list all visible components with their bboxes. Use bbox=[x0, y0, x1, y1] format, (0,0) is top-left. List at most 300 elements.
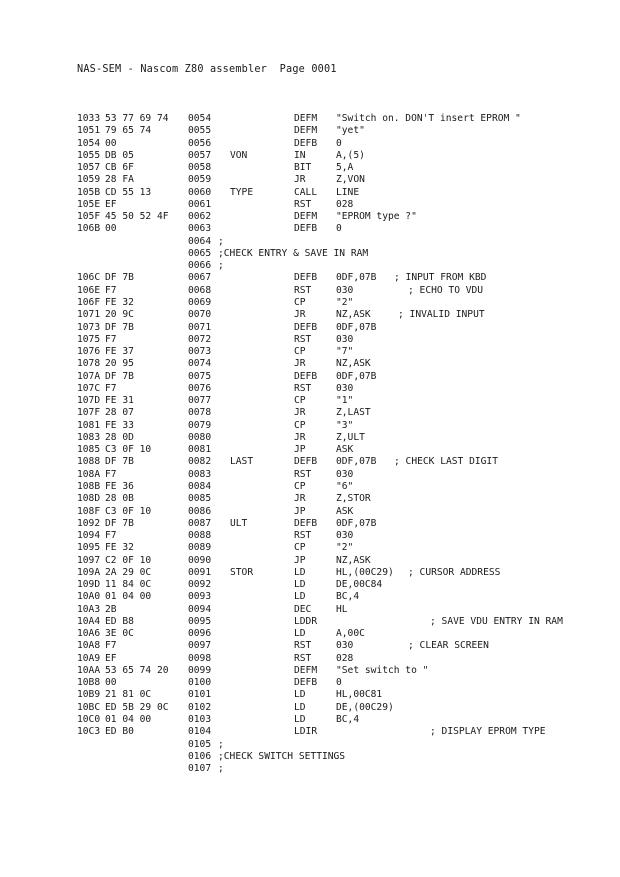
address: 1088 bbox=[77, 456, 101, 468]
line-number: 0071 bbox=[188, 321, 212, 333]
listing-line bbox=[0, 616, 620, 628]
address: 1054 bbox=[77, 137, 101, 149]
address: 1059 bbox=[77, 174, 101, 186]
address: 107D bbox=[77, 395, 101, 407]
line-number: 0094 bbox=[188, 603, 212, 615]
line-number: 0092 bbox=[188, 579, 212, 591]
line-number: 0077 bbox=[188, 395, 212, 407]
line-number: 0056 bbox=[188, 137, 212, 149]
opcode: JP bbox=[294, 444, 306, 456]
object-code: ED B0 bbox=[105, 726, 134, 738]
operand: A,(5) bbox=[336, 149, 365, 161]
operand: 028 bbox=[336, 198, 354, 210]
line-number: 0083 bbox=[188, 468, 212, 480]
listing-line bbox=[0, 591, 620, 603]
listing-line bbox=[0, 395, 620, 407]
opcode: CP bbox=[294, 395, 306, 407]
comment: ; CHECK LAST DIGIT bbox=[394, 456, 498, 468]
address: 105E bbox=[77, 198, 101, 210]
operand: Z,ULT bbox=[336, 431, 365, 443]
listing-line bbox=[0, 150, 620, 162]
opcode: DEFB bbox=[294, 321, 318, 333]
object-code: F7 bbox=[105, 333, 117, 345]
comment-line: ; bbox=[218, 763, 224, 775]
opcode: LD bbox=[294, 689, 306, 701]
line-number: 0091 bbox=[188, 566, 212, 578]
address: 1094 bbox=[77, 530, 101, 542]
listing-line bbox=[0, 469, 620, 481]
operand: BC,4 bbox=[336, 714, 360, 726]
line-number: 0067 bbox=[188, 272, 212, 284]
operand: "Set switch to " bbox=[336, 664, 429, 676]
opcode: LD bbox=[294, 591, 306, 603]
object-code: C3 0F 10 bbox=[105, 444, 152, 456]
line-number: 0060 bbox=[188, 186, 212, 198]
opcode: JP bbox=[294, 505, 306, 517]
comment: ; CURSOR ADDRESS bbox=[408, 566, 501, 578]
listing-line bbox=[0, 739, 620, 751]
line-number: 0070 bbox=[188, 309, 212, 321]
object-code: DB 05 bbox=[105, 149, 134, 161]
line-number: 0064 bbox=[188, 235, 212, 247]
object-code: 2B bbox=[105, 603, 117, 615]
line-number: 0072 bbox=[188, 333, 212, 345]
listing-line bbox=[0, 506, 620, 518]
object-code: 53 65 74 20 bbox=[105, 664, 169, 676]
opcode: LD bbox=[294, 714, 306, 726]
operand: "1" bbox=[336, 395, 354, 407]
object-code: EF bbox=[105, 198, 117, 210]
line-number: 0074 bbox=[188, 358, 212, 370]
address: 106E bbox=[77, 284, 101, 296]
listing-line bbox=[0, 493, 620, 505]
address: 10A8 bbox=[77, 640, 101, 652]
operand: 0 bbox=[336, 137, 342, 149]
line-number: 0097 bbox=[188, 640, 212, 652]
opcode: JR bbox=[294, 431, 306, 443]
opcode: IN bbox=[294, 149, 306, 161]
opcode: JR bbox=[294, 174, 306, 186]
listing-line bbox=[0, 677, 620, 689]
opcode: LDDR bbox=[294, 615, 318, 627]
address: 105F bbox=[77, 211, 101, 223]
line-number: 0069 bbox=[188, 296, 212, 308]
listing-line bbox=[0, 125, 620, 137]
listing-line bbox=[0, 334, 620, 346]
line-number: 0087 bbox=[188, 517, 212, 529]
opcode: DEFM bbox=[294, 664, 318, 676]
opcode: DEFB bbox=[294, 677, 318, 689]
object-code: CB 6F bbox=[105, 162, 134, 174]
comment-line: ; bbox=[218, 235, 224, 247]
operand: 030 bbox=[336, 284, 354, 296]
opcode: RST bbox=[294, 198, 312, 210]
operand: Z,LAST bbox=[336, 407, 371, 419]
line-number: 0105 bbox=[188, 738, 212, 750]
listing-line bbox=[0, 751, 620, 763]
line-number: 0090 bbox=[188, 554, 212, 566]
object-code: 79 65 74 bbox=[105, 125, 152, 137]
opcode: RST bbox=[294, 468, 312, 480]
object-code: 3E 0C bbox=[105, 628, 134, 640]
line-number: 0076 bbox=[188, 382, 212, 394]
operand: LINE bbox=[336, 186, 360, 198]
opcode: DEFM bbox=[294, 125, 318, 137]
address: 10A4 bbox=[77, 615, 101, 627]
address: 109D bbox=[77, 579, 101, 591]
operand: 030 bbox=[336, 333, 354, 345]
listing-line bbox=[0, 223, 620, 235]
operand: 030 bbox=[336, 382, 354, 394]
opcode: DEFB bbox=[294, 370, 318, 382]
address: 108D bbox=[77, 493, 101, 505]
comment: ; CLEAR SCREEN bbox=[408, 640, 489, 652]
line-number: 0059 bbox=[188, 174, 212, 186]
operand: 030 bbox=[336, 530, 354, 542]
object-code: F7 bbox=[105, 284, 117, 296]
object-code: ED 5B 29 0C bbox=[105, 701, 169, 713]
operand: "3" bbox=[336, 419, 354, 431]
address: 1097 bbox=[77, 554, 101, 566]
object-code: FE 31 bbox=[105, 395, 134, 407]
label: TYPE bbox=[230, 186, 254, 198]
operand: 5,A bbox=[336, 162, 354, 174]
address: 106F bbox=[77, 296, 101, 308]
opcode: DEFM bbox=[294, 113, 318, 124]
opcode: DEFB bbox=[294, 272, 318, 284]
object-code: 20 9C bbox=[105, 309, 134, 321]
address: 109A bbox=[77, 566, 101, 578]
label: LAST bbox=[230, 456, 254, 468]
object-code: 00 bbox=[105, 223, 117, 235]
listing-line bbox=[0, 113, 620, 125]
listing-line bbox=[0, 702, 620, 714]
opcode: LDIR bbox=[294, 726, 318, 738]
address: 10B9 bbox=[77, 689, 101, 701]
listing-line bbox=[0, 653, 620, 665]
operand: BC,4 bbox=[336, 591, 360, 603]
opcode: LD bbox=[294, 701, 306, 713]
address: 106B bbox=[77, 223, 101, 235]
object-code: 00 bbox=[105, 677, 117, 689]
object-code: C3 0F 10 bbox=[105, 505, 152, 517]
page-header: NAS-SEM - Nascom Z80 assembler Page 0001 bbox=[77, 64, 337, 75]
line-number: 0102 bbox=[188, 701, 212, 713]
listing-line bbox=[0, 322, 620, 334]
address: 108F bbox=[77, 505, 101, 517]
operand: Z,STOR bbox=[336, 493, 371, 505]
operand: "2" bbox=[336, 296, 354, 308]
opcode: DEC bbox=[294, 603, 312, 615]
object-code: 45 50 52 4F bbox=[105, 211, 169, 223]
address: 10A9 bbox=[77, 652, 101, 664]
operand: 0DF,07B bbox=[336, 517, 377, 529]
address: 1071 bbox=[77, 309, 101, 321]
comment-line: ; bbox=[218, 738, 224, 750]
comment-line: ;CHECK SWITCH SETTINGS bbox=[218, 750, 346, 762]
listing-line bbox=[0, 138, 620, 150]
opcode: CALL bbox=[294, 186, 318, 198]
line-number: 0068 bbox=[188, 284, 212, 296]
line-number: 0055 bbox=[188, 125, 212, 137]
listing-line bbox=[0, 542, 620, 554]
line-number: 0095 bbox=[188, 615, 212, 627]
listing-line bbox=[0, 530, 620, 542]
address: 10C0 bbox=[77, 714, 101, 726]
address: 106C bbox=[77, 272, 101, 284]
operand: HL,00C81 bbox=[336, 689, 383, 701]
object-code: 01 04 00 bbox=[105, 591, 152, 603]
object-code: DF 7B bbox=[105, 272, 134, 284]
comment: ; DISPLAY EPROM TYPE bbox=[430, 726, 546, 738]
object-code: 28 0B bbox=[105, 493, 134, 505]
label: VON bbox=[230, 149, 248, 161]
object-code: C2 0F 10 bbox=[105, 554, 152, 566]
address: 1095 bbox=[77, 542, 101, 554]
line-number: 0107 bbox=[188, 763, 212, 775]
object-code: DF 7B bbox=[105, 370, 134, 382]
line-number: 0089 bbox=[188, 542, 212, 554]
address: 108A bbox=[77, 468, 101, 480]
opcode: RST bbox=[294, 530, 312, 542]
address: 10A6 bbox=[77, 628, 101, 640]
listing-line bbox=[0, 346, 620, 358]
line-number: 0103 bbox=[188, 714, 212, 726]
address: 1083 bbox=[77, 431, 101, 443]
line-number: 0101 bbox=[188, 689, 212, 701]
operand: "7" bbox=[336, 346, 354, 358]
object-code: 2A 29 0C bbox=[105, 566, 152, 578]
address: 107A bbox=[77, 370, 101, 382]
listing-line bbox=[0, 432, 620, 444]
address: 107F bbox=[77, 407, 101, 419]
opcode: RST bbox=[294, 333, 312, 345]
opcode: LD bbox=[294, 579, 306, 591]
address: 1073 bbox=[77, 321, 101, 333]
listing-line bbox=[0, 407, 620, 419]
line-number: 0066 bbox=[188, 260, 212, 272]
listing-line bbox=[0, 579, 620, 591]
operand: "yet" bbox=[336, 125, 365, 137]
operand: 030 bbox=[336, 468, 354, 480]
opcode: DEFB bbox=[294, 223, 318, 235]
opcode: LD bbox=[294, 566, 306, 578]
listing-line bbox=[0, 518, 620, 530]
operand: NZ,ASK bbox=[336, 554, 371, 566]
opcode: JR bbox=[294, 358, 306, 370]
line-number: 0088 bbox=[188, 530, 212, 542]
listing-line bbox=[0, 309, 620, 321]
object-code: 01 04 00 bbox=[105, 714, 152, 726]
operand: A,00C bbox=[336, 628, 365, 640]
object-code: 11 84 0C bbox=[105, 579, 152, 591]
object-code: F7 bbox=[105, 382, 117, 394]
line-number: 0099 bbox=[188, 664, 212, 676]
operand: "EPROM type ?" bbox=[336, 211, 417, 223]
opcode: JR bbox=[294, 407, 306, 419]
listing-line bbox=[0, 444, 620, 456]
listing-line bbox=[0, 358, 620, 370]
line-number: 0078 bbox=[188, 407, 212, 419]
listing-line bbox=[0, 640, 620, 652]
object-code: FE 32 bbox=[105, 542, 134, 554]
address: 10A0 bbox=[77, 591, 101, 603]
opcode: JP bbox=[294, 554, 306, 566]
object-code: 00 bbox=[105, 137, 117, 149]
listing-line bbox=[0, 456, 620, 468]
address: 10BC bbox=[77, 701, 101, 713]
operand: ASK bbox=[336, 505, 354, 517]
line-number: 0058 bbox=[188, 162, 212, 174]
operand: "2" bbox=[336, 542, 354, 554]
object-code: FE 36 bbox=[105, 480, 134, 492]
opcode: CP bbox=[294, 480, 306, 492]
address: 10C3 bbox=[77, 726, 101, 738]
listing-line bbox=[0, 248, 620, 260]
object-code: ED B8 bbox=[105, 615, 134, 627]
listing-line bbox=[0, 628, 620, 640]
listing-line bbox=[0, 297, 620, 309]
operand: 0DF,07B bbox=[336, 370, 377, 382]
opcode: RST bbox=[294, 284, 312, 296]
line-number: 0063 bbox=[188, 223, 212, 235]
address: 1057 bbox=[77, 162, 101, 174]
object-code: 53 77 69 74 bbox=[105, 113, 169, 124]
opcode: RST bbox=[294, 640, 312, 652]
listing-line bbox=[0, 714, 620, 726]
opcode: BIT bbox=[294, 162, 312, 174]
comment: ; INPUT FROM KBD bbox=[394, 272, 487, 284]
listing-line bbox=[0, 420, 620, 432]
operand: 028 bbox=[336, 652, 354, 664]
listing-line bbox=[0, 162, 620, 174]
address: 107C bbox=[77, 382, 101, 394]
line-number: 0081 bbox=[188, 444, 212, 456]
object-code: FE 32 bbox=[105, 296, 134, 308]
line-number: 0057 bbox=[188, 149, 212, 161]
listing-line bbox=[0, 665, 620, 677]
address: 1033 bbox=[77, 113, 101, 124]
address: 1092 bbox=[77, 517, 101, 529]
listing-line bbox=[0, 199, 620, 211]
opcode: DEFB bbox=[294, 517, 318, 529]
address: 10A3 bbox=[77, 603, 101, 615]
opcode: RST bbox=[294, 652, 312, 664]
listing-line bbox=[0, 567, 620, 579]
opcode: CP bbox=[294, 346, 306, 358]
listing-line bbox=[0, 371, 620, 383]
object-code: F7 bbox=[105, 530, 117, 542]
opcode: CP bbox=[294, 542, 306, 554]
listing-line bbox=[0, 260, 620, 272]
operand: Z,VON bbox=[336, 174, 365, 186]
operand: 0 bbox=[336, 677, 342, 689]
listing-line bbox=[0, 689, 620, 701]
line-number: 0073 bbox=[188, 346, 212, 358]
listing-line bbox=[0, 285, 620, 297]
object-code: F7 bbox=[105, 640, 117, 652]
object-code: 21 81 0C bbox=[105, 689, 152, 701]
address: 105B bbox=[77, 186, 101, 198]
line-number: 0100 bbox=[188, 677, 212, 689]
object-code: DF 7B bbox=[105, 456, 134, 468]
address: 10AA bbox=[77, 664, 101, 676]
line-number: 0098 bbox=[188, 652, 212, 664]
operand: 0DF,07B bbox=[336, 321, 377, 333]
address: 1085 bbox=[77, 444, 101, 456]
operand: NZ,ASK bbox=[336, 309, 371, 321]
line-number: 0075 bbox=[188, 370, 212, 382]
listing-line bbox=[0, 187, 620, 199]
line-number: 0082 bbox=[188, 456, 212, 468]
operand: 030 bbox=[336, 640, 354, 652]
address: 1081 bbox=[77, 419, 101, 431]
listing-line bbox=[0, 763, 620, 775]
opcode: JR bbox=[294, 493, 306, 505]
label: ULT bbox=[230, 517, 248, 529]
line-number: 0061 bbox=[188, 198, 212, 210]
opcode: LD bbox=[294, 628, 306, 640]
line-number: 0085 bbox=[188, 493, 212, 505]
line-number: 0086 bbox=[188, 505, 212, 517]
address: 1075 bbox=[77, 333, 101, 345]
operand: 0 bbox=[336, 223, 342, 235]
operand: DE,(00C29) bbox=[336, 701, 394, 713]
comment-line: ;CHECK ENTRY & SAVE IN RAM bbox=[218, 247, 369, 259]
opcode: DEFB bbox=[294, 456, 318, 468]
opcode: CP bbox=[294, 296, 306, 308]
line-number: 0104 bbox=[188, 726, 212, 738]
object-code: 28 0D bbox=[105, 431, 134, 443]
operand: "Switch on. DON'T insert EPROM " bbox=[336, 113, 521, 124]
line-number: 0080 bbox=[188, 431, 212, 443]
line-number: 0106 bbox=[188, 750, 212, 762]
listing-line bbox=[0, 726, 620, 738]
line-number: 0093 bbox=[188, 591, 212, 603]
operand: "6" bbox=[336, 480, 354, 492]
line-number: 0054 bbox=[188, 113, 212, 124]
object-code: FE 37 bbox=[105, 346, 134, 358]
operand: DE,00C84 bbox=[336, 579, 383, 591]
comment: ; SAVE VDU ENTRY IN RAM bbox=[430, 615, 563, 627]
address: 10B8 bbox=[77, 677, 101, 689]
comment: ; ECHO TO VDU bbox=[408, 284, 484, 296]
listing-line bbox=[0, 272, 620, 284]
line-number: 0062 bbox=[188, 211, 212, 223]
label: STOR bbox=[230, 566, 254, 578]
line-number: 0065 bbox=[188, 247, 212, 259]
object-code: 28 07 bbox=[105, 407, 134, 419]
object-code: CD 55 13 bbox=[105, 186, 152, 198]
operand: 0DF,07B bbox=[336, 272, 377, 284]
opcode: CP bbox=[294, 419, 306, 431]
listing-line bbox=[0, 604, 620, 616]
opcode: JR bbox=[294, 309, 306, 321]
opcode: DEFM bbox=[294, 211, 318, 223]
address: 1078 bbox=[77, 358, 101, 370]
address: 108B bbox=[77, 480, 101, 492]
object-code: DF 7B bbox=[105, 517, 134, 529]
object-code: EF bbox=[105, 652, 117, 664]
comment-line: ; bbox=[218, 260, 224, 272]
object-code: F7 bbox=[105, 468, 117, 480]
line-number: 0079 bbox=[188, 419, 212, 431]
opcode: DEFB bbox=[294, 137, 318, 149]
operand: ASK bbox=[336, 444, 354, 456]
address: 1076 bbox=[77, 346, 101, 358]
operand: HL,(00C29) bbox=[336, 566, 394, 578]
operand: HL bbox=[336, 603, 348, 615]
